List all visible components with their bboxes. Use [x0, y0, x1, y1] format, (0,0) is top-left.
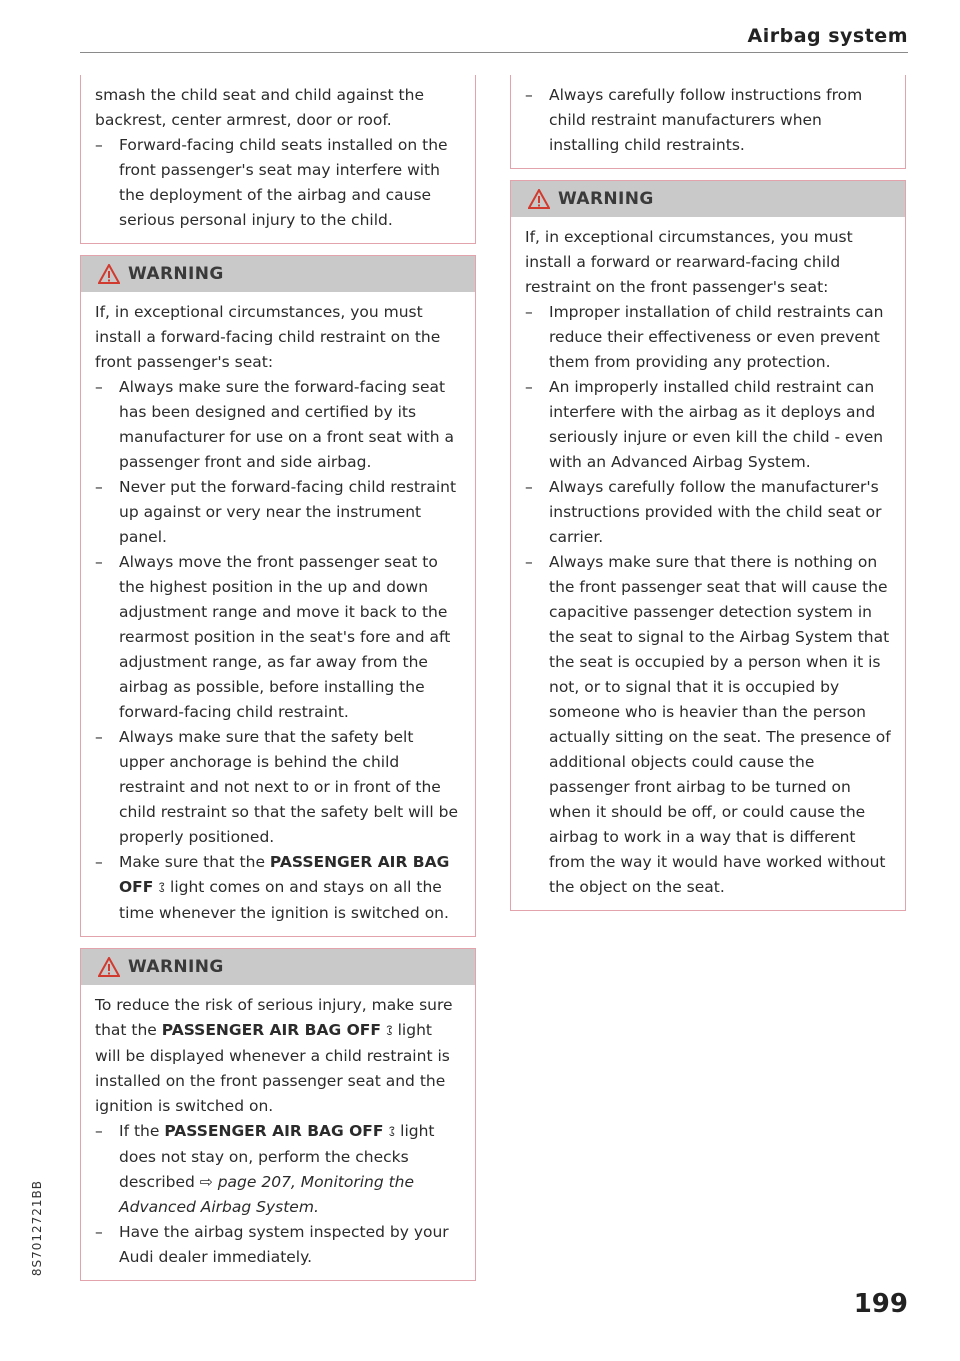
page-number: 199 [853, 1289, 908, 1319]
section-header-title: Airbag system [747, 25, 908, 47]
list-item: – Forward-facing child seats installed on the front passenger's seat may interfere with the deployment of the airbag and cause serious personal injury to the child. [95, 136, 448, 229]
warning-box [510, 180, 906, 911]
warning-header [81, 949, 475, 985]
warning-intro: If, in exceptional circumstances, you must install a forward or rearward-facing child restraint on the front passenger's seat: [525, 228, 853, 296]
list-item: – Make sure that the PASSENGER AIR BAG OFF ꕘ light comes on and stays on all the time whenever the ignition is switched on. [95, 853, 450, 922]
continued-text-box [510, 75, 906, 169]
document-code: 8S7012721BB [30, 1180, 44, 1277]
passenger-airbag-off-icon: ꕘ [388, 1125, 396, 1140]
warning-header [81, 256, 475, 292]
warning-triangle-icon [528, 189, 550, 209]
continued-paragraph: smash the child seat and child against the backrest, center armrest, door or roof. [95, 86, 424, 129]
passenger-airbag-off-icon: ꕘ [158, 881, 166, 896]
continued-text-box [80, 75, 476, 244]
warning-title: WARNING [128, 957, 224, 977]
list-item: – If the PASSENGER AIR BAG OFF ꕘ light does not stay on, perform the checks described ⇨ page 207, Monitoring the Advanced Airbag System. [95, 1122, 435, 1216]
list-item: – Have the airbag system inspected by your Audi dealer immediately. [95, 1223, 449, 1266]
warning-header [511, 181, 905, 217]
list-item: – Always make sure that there is nothing on the front passenger seat that will cause the capacitive passenger detection system in the seat to signal to the Airbag System that the seat is occupied by a person when it is not, or to signal that it is occupied by someone who is heavier than the person actually sitting on the seat. The presence of additional objects could cause the passenger front airbag to be turned on when it should be off, or could cause the airbag to work in a way that is different from the way it would have worked without the object on the seat. [525, 553, 891, 896]
list-item: – Always carefully follow instructions from child restraint manufacturers when installing child restraints. [525, 86, 863, 154]
warning-title: WARNING [558, 189, 654, 209]
list-item: – Always move the front passenger seat to the highest position in the up and down adjustment range and move it back to the rearmost position in the seat's fore and aft adjustment range, as far away from the airbag as possible, before installing the forward-facing child restraint. [95, 553, 451, 721]
list-item: – Improper installation of child restraints can reduce their effectiveness or even prevent them from providing any protection. [525, 303, 884, 371]
warning-title: WARNING [128, 264, 224, 284]
header-rule [80, 52, 908, 53]
list-item: – Always carefully follow the manufacturer's instructions provided with the child seat or carrier. [525, 478, 882, 546]
warning-triangle-icon [98, 264, 120, 284]
list-item: – Always make sure that the safety belt upper anchorage is behind the child restraint and not next to or in front of the child restraint so that the safety belt will be properly positioned. [95, 728, 459, 846]
right-column [510, 75, 906, 922]
warning-triangle-icon [98, 957, 120, 977]
warning-box [80, 255, 476, 937]
list-item: – Never put the forward-facing child restraint up against or very near the instrument panel. [95, 478, 457, 546]
warning-intro: To reduce the risk of serious injury, make sure that the PASSENGER AIR BAG OFF ꕘ light will be displayed whenever a child restraint is installed on the front passenger seat and the ignition is switched on. [95, 996, 453, 1115]
list-item: – Always make sure the forward-facing seat has been designed and certified by its manufacturer for use on a front seat with a passenger front and side airbag. [95, 378, 454, 471]
passenger-airbag-off-icon: ꕘ [385, 1024, 393, 1039]
warning-box [80, 948, 476, 1281]
page-reference-link[interactable]: ⇨ page 207, Monitoring the Advanced Airbag System. [119, 1173, 415, 1216]
list-item: – An improperly installed child restraint can interfere with the airbag as it deploys and seriously injure or even kill the child - even with an Advanced Airbag System. [525, 378, 884, 471]
warning-intro: If, in exceptional circumstances, you must install a forward-facing child restraint on the front passenger's seat: [95, 303, 441, 371]
left-column [80, 75, 476, 1292]
